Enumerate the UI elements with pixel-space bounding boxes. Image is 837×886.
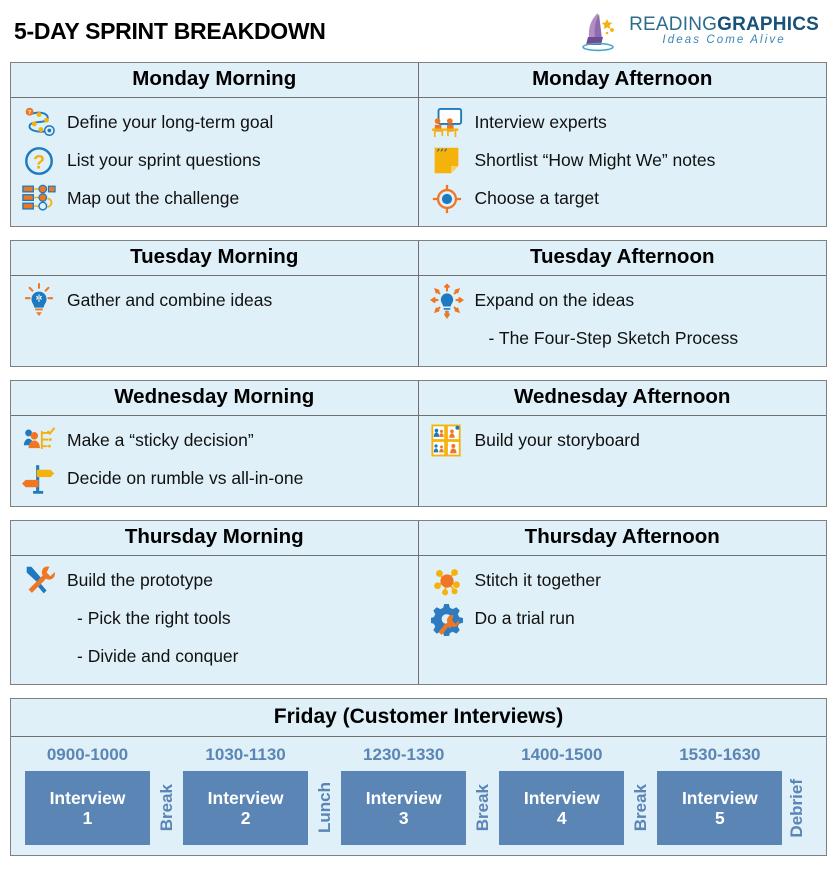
storyboard-grid-icon <box>427 423 467 459</box>
day-block-monday <box>10 62 827 227</box>
signpost-direction-icon <box>19 461 59 497</box>
interview-label: Interview <box>365 787 442 808</box>
list-item-label: Do a trial run <box>474 607 575 628</box>
monday-afternoon-header: Monday Afternoon <box>419 63 827 98</box>
tuesday-morning-cell <box>11 241 419 366</box>
list-item-label: List your sprint questions <box>67 150 261 171</box>
wednesday-afternoon-header: Wednesday Afternoon <box>419 381 827 416</box>
gap-label: Break <box>472 784 492 832</box>
page-title: 5-DAY SPRINT BREAKDOWN <box>14 17 326 44</box>
list-item-label: Build your storyboard <box>474 429 640 450</box>
timeline-slot-interview-4 <box>499 745 624 845</box>
slot-time-label: 1530-1630 <box>679 744 761 764</box>
interview-box <box>183 771 308 845</box>
day-block-thursday <box>10 520 827 685</box>
tuesday-afternoon-items <box>419 276 827 366</box>
thursday-morning-items <box>11 556 418 684</box>
timeline-gap-lunch <box>308 771 341 845</box>
monday-morning-cell <box>11 63 419 226</box>
slot-time-label: 1030-1130 <box>205 744 286 764</box>
svg-text:?: ? <box>32 151 46 174</box>
friday-timeline <box>25 745 812 845</box>
network-nodes-icon <box>427 563 467 599</box>
logo-word-graphics: GRAPHICS <box>717 13 819 35</box>
list-item-label: Choose a target <box>474 188 600 209</box>
list-item-label: Gather and combine ideas <box>67 289 273 310</box>
list-item <box>19 180 412 218</box>
interview-box <box>499 771 624 845</box>
sub-list-item: - The Four-Step Sketch Process <box>488 328 739 349</box>
group-checklist-icon <box>19 423 59 459</box>
sticky-note-icon <box>427 143 467 179</box>
timeline-slot-interview-3 <box>341 745 466 845</box>
tuesday-morning-items <box>11 276 418 366</box>
gap-label: Lunch <box>314 782 334 834</box>
monday-morning-header: Monday Morning <box>11 63 418 98</box>
wednesday-morning-header: Wednesday Morning <box>11 381 418 416</box>
sub-list-item: - Divide and conquer <box>77 646 239 667</box>
list-item <box>427 180 821 218</box>
timeline-slot-interview-5 <box>657 745 782 845</box>
list-item <box>427 104 821 142</box>
interview-whiteboard-icon <box>427 105 467 141</box>
lightbulb-expand-arrows-icon <box>427 283 467 319</box>
list-item <box>19 460 412 498</box>
wednesday-morning-items <box>11 416 418 506</box>
day-block-tuesday <box>10 240 827 367</box>
friday-timeline-body <box>11 737 826 855</box>
interview-label: Interview <box>523 787 600 808</box>
interview-number: 1 <box>82 807 93 828</box>
timeline-gap-break-1 <box>150 771 183 845</box>
slot-time-label: 1230-1330 <box>363 744 445 764</box>
monday-morning-items <box>11 98 418 226</box>
interview-label: Interview <box>681 787 758 808</box>
journey-path-goal-icon <box>19 105 59 141</box>
interview-number: 5 <box>715 807 725 828</box>
list-item <box>427 422 821 460</box>
thursday-afternoon-cell <box>419 521 827 684</box>
wednesday-afternoon-cell <box>419 381 827 506</box>
list-item <box>427 282 821 320</box>
gap-label: Break <box>630 784 650 832</box>
interview-box <box>25 771 150 845</box>
list-item <box>427 142 821 180</box>
question-mark-circle-icon <box>19 143 59 179</box>
thursday-afternoon-items <box>419 556 827 684</box>
list-item-label: Interview experts <box>474 112 607 133</box>
lightbulb-brain-icon <box>19 283 59 319</box>
thursday-morning-cell <box>11 521 419 684</box>
list-item <box>19 562 412 600</box>
gap-label: Break <box>156 784 176 832</box>
list-item-label: Stitch it together <box>474 569 601 590</box>
interview-number: 2 <box>240 807 251 828</box>
list-item-label: Make a “sticky decision” <box>67 429 254 450</box>
logo-word-reading: READING <box>629 13 718 35</box>
target-crosshair-icon <box>427 181 467 217</box>
svg-text:?: ? <box>27 110 32 117</box>
gear-wrench-icon <box>427 601 467 637</box>
page-header <box>10 0 827 62</box>
slot-time-label: 0900-1000 <box>46 744 129 764</box>
wednesday-afternoon-items <box>419 416 827 506</box>
tuesday-morning-header: Tuesday Morning <box>11 241 418 276</box>
list-item-label: Define your long-term goal <box>67 112 274 133</box>
process-map-icon <box>19 181 59 217</box>
logo-text <box>629 15 819 47</box>
list-item-label: Map out the challenge <box>67 188 240 209</box>
timeline-slot-interview-2 <box>183 745 308 845</box>
list-item-label: Build the prototype <box>67 569 213 590</box>
thursday-afternoon-header: Thursday Afternoon <box>419 521 827 556</box>
list-item <box>19 422 412 460</box>
list-item-label: Expand on the ideas <box>474 289 635 310</box>
list-item <box>19 142 412 180</box>
day-block-wednesday <box>10 380 827 507</box>
monday-afternoon-cell <box>419 63 827 226</box>
list-item-label: Decide on rumble vs all-in-one <box>67 467 304 488</box>
interview-number: 4 <box>556 807 567 828</box>
timeline-gap-debrief <box>782 771 812 845</box>
timeline-slot-interview-1 <box>25 745 150 845</box>
interview-box <box>341 771 466 845</box>
gap-label: Debrief <box>787 778 807 838</box>
tuesday-afternoon-header: Tuesday Afternoon <box>419 241 827 276</box>
logo-wordmark <box>629 15 819 34</box>
list-item <box>19 104 412 142</box>
screwdriver-wrench-icon <box>19 563 59 599</box>
logo-tagline: Ideas Come Alive <box>662 34 786 47</box>
thursday-morning-header: Thursday Morning <box>11 521 418 556</box>
friday-header: Friday (Customer Interviews) <box>11 699 826 737</box>
tuesday-afternoon-cell <box>419 241 827 366</box>
day-block-friday <box>10 698 827 856</box>
interview-label: Interview <box>207 787 284 808</box>
sub-list-item: - Pick the right tools <box>77 608 231 629</box>
list-item <box>19 282 412 320</box>
interview-number: 3 <box>398 807 409 828</box>
list-item <box>427 562 821 600</box>
wednesday-morning-cell <box>11 381 419 506</box>
monday-afternoon-items <box>419 98 827 226</box>
interview-label: Interview <box>49 787 126 808</box>
book-sail-logo-icon <box>578 10 622 52</box>
list-item-label: Shortlist “How Might We” notes <box>474 150 716 171</box>
list-item <box>427 600 821 638</box>
readingraphics-logo <box>578 10 825 52</box>
slot-time-label: 1400-1500 <box>521 744 603 764</box>
timeline-gap-break-3 <box>624 771 657 845</box>
timeline-gap-break-2 <box>466 771 499 845</box>
interview-box <box>657 771 782 845</box>
